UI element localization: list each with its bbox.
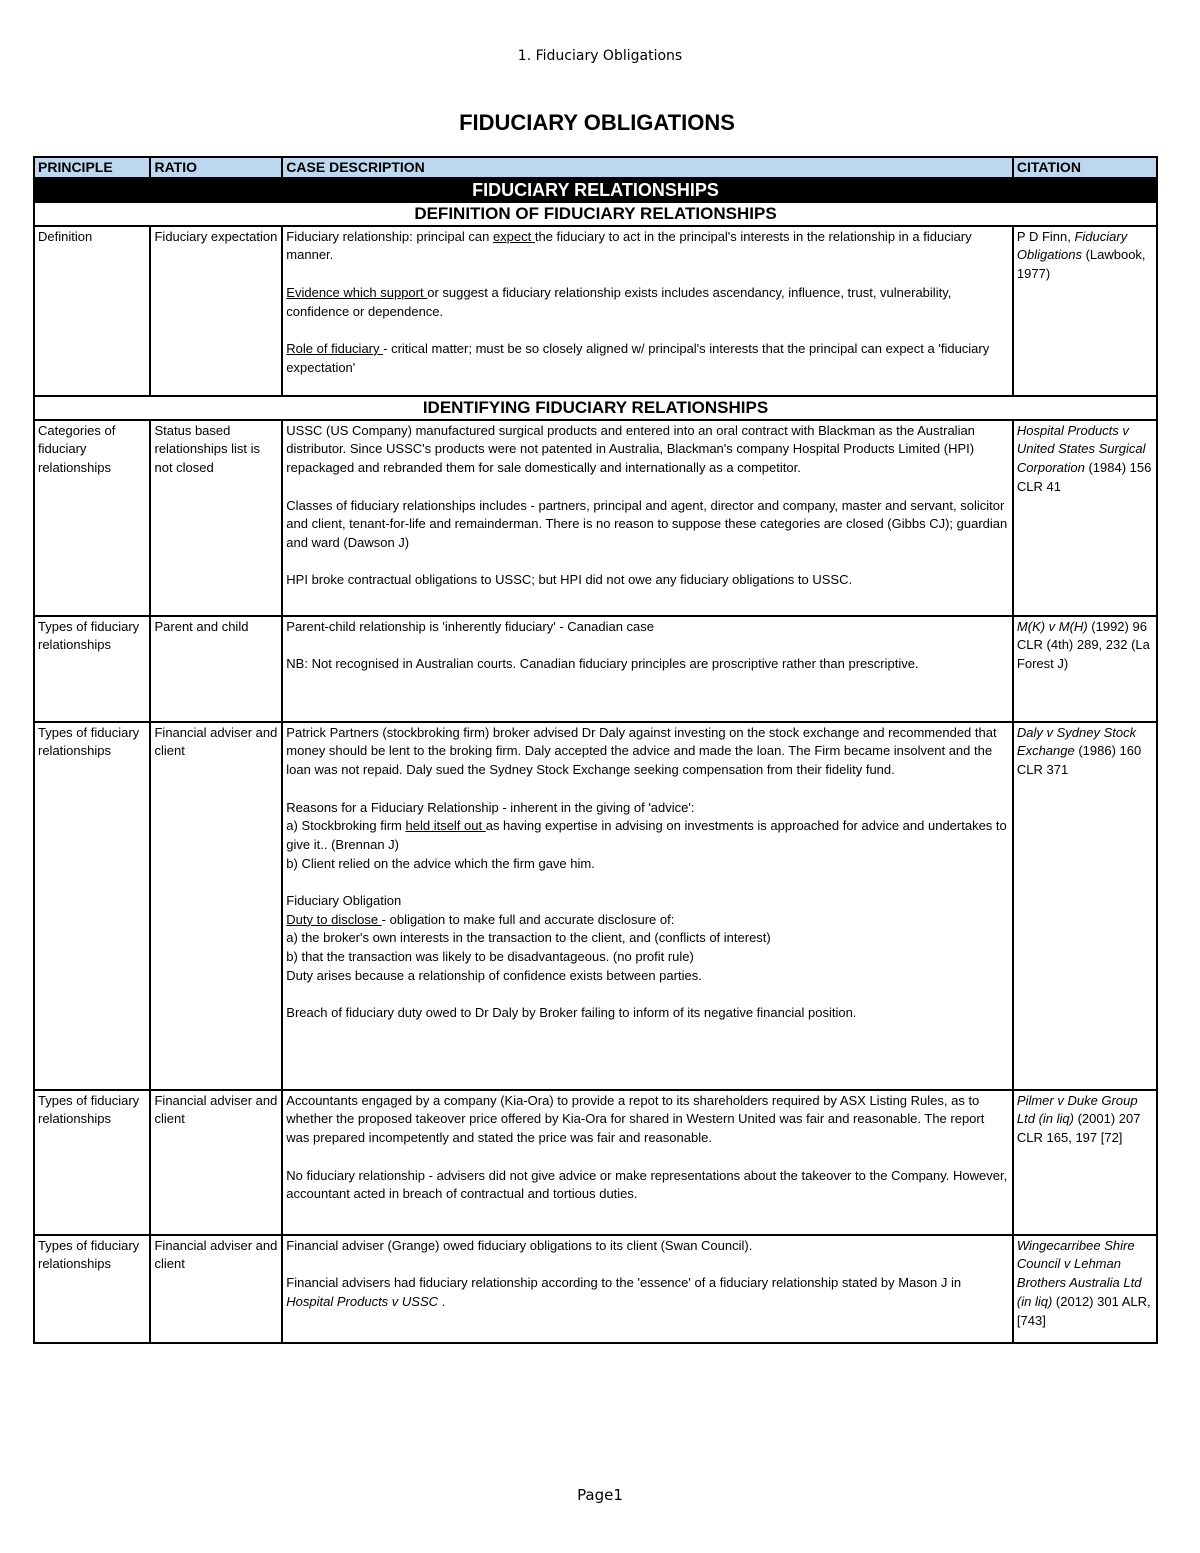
column-header-principle: PRINCIPLE [34,157,150,178]
table-row [34,1235,1157,1343]
table-row [34,226,1157,396]
text-span: . [438,1293,446,1309]
citation-cell [1013,1235,1157,1343]
text-span: Fiduciary relationship: principal can [286,228,493,244]
table-row [34,1090,1157,1235]
description-paragraph: No fiduciary relationship - advisers did not give advice or make representations about the takeover to the Company. However, accountant acted in breach of contractual and tortious duties. [286,1167,1008,1202]
description-cell [282,1235,1013,1343]
citation-cell [1013,226,1157,396]
case-name: Hospital Products v USSC [286,1293,439,1309]
citation-cell [1013,420,1157,616]
underlined-term: expect [492,228,535,244]
description-paragraph: Classes of fiduciary relationships includes - partners, principal and agent, director and company, master and servant, solicitor and client, tenant-for-life and remainderman. There is no reason to suppose these categories are closed (Gibbs CJ); guardian and ward (Dawson J) [286,497,1008,550]
description-paragraph: Financial adviser (Grange) owed fiduciary obligations to its client (Swan Council). [286,1237,753,1253]
text-line: b) Client relied on the advice which the firm gave him. [286,855,595,871]
table-header-row [34,157,1157,178]
description-cell [282,616,1013,722]
ratio-cell: Fiduciary expectation [150,226,282,396]
description-paragraph: Accountants engaged by a company (Kia-Ora) to provide a repot to its shareholders required by ASX Listing Rules, as to whether the proposed takeover price offered by Kia-Ora for shared in Western United was fair and reasonable. The report was prepared incompetently and stated the price was fair and reasonable. [286,1092,985,1146]
subsection-row [34,202,1157,226]
ratio-cell: Financial adviser and client [150,722,282,1090]
principle-cell: Definition [34,226,150,396]
description-paragraph: USSC (US Company) manufactured surgical products and entered into an oral contract with Blackman as the Australian distributor. Since USSC's products were not patented in Australia, Blackman's company Hospital Products Limited (HPI) repackaged and rebranded them for sale domestically and internationally as a competitor. [286,422,975,476]
description-paragraph: NB: Not recognised in Australian courts. Canadian fiduciary principles are proscriptive rather than prescriptive. [286,656,919,672]
citation-cell [1013,1090,1157,1235]
subsection-row [34,396,1157,420]
column-header-case-description: CASE DESCRIPTION [282,157,1013,178]
underlined-term: Duty to disclose [286,911,382,927]
underlined-term: held itself out [405,818,486,834]
column-header-ratio: RATIO [150,157,282,178]
citation-text: (1986) 160 CLR 371 [1016,743,1142,778]
section-row [34,178,1157,202]
citation-text: (2001) 207 CLR 165, 197 [72] [1016,1111,1141,1146]
principle-cell: Categories of fiduciary relationships [34,420,150,616]
principle-cell: Types of fiduciary relationships [34,1090,150,1235]
citation-title: Fiduciary Obligations [1016,228,1128,263]
document-title: FIDUCIARY OBLIGATIONS [459,110,735,135]
text-line: a) the broker's own interests in the transaction to the client, and (conflicts of interest) [286,930,771,946]
citation-title: Daly v Sydney Stock Exchange [1016,724,1137,759]
text-span: or suggest a fiduciary relationship exists includes ascendancy, influence, trust, vulnerability, confidence or dependence. [286,284,952,319]
ratio-cell: Financial adviser and client [150,1235,282,1343]
citation-title: Wingecarribee Shire Council v Lehman Brothers Australia Ltd (in liq) [1016,1237,1142,1309]
text-span: as having expertise in advising on investments is approached for advice and undertakes to give it.. (Brennan J) [286,818,1007,852]
description-paragraph [286,892,1009,986]
principle-cell: Types of fiduciary relationships [34,616,150,722]
ratio-cell: Status based relationships list is not closed [150,420,282,616]
citation-cell [1013,616,1157,722]
citation-text: (2012) 301 ALR, [743] [1016,1293,1151,1328]
text-span: Financial advisers had fiduciary relationship according to the 'essence' of a fiduciary relationship stated by Mason J in [286,1275,962,1291]
fiduciary-table [33,156,1158,1344]
text-line: b) that the transaction was likely to be disadvantageous. (no profit rule) [286,949,694,965]
citation-title: Pilmer v Duke Group Ltd (in liq) [1016,1092,1138,1127]
description-paragraph: Parent-child relationship is 'inherently fiduciary' - Canadian case [286,618,655,634]
text-line: Fiduciary Obligation [286,893,402,908]
ratio-cell: Parent and child [150,616,282,722]
description-paragraph [286,799,1009,874]
table-row [34,616,1157,722]
citation-text: (Lawbook, 1977) [1016,247,1146,282]
table-row [34,420,1157,616]
description-paragraph [286,340,1009,377]
subsection-heading-definition: DEFINITION OF FIDUCIARY RELATIONSHIPS [34,202,1157,226]
text-line [286,817,1009,854]
description-cell [282,420,1013,616]
column-header-citation: CITATION [1013,157,1157,178]
description-paragraph [286,228,1009,265]
principle-cell: Types of fiduciary relationships [34,1235,150,1343]
description-cell [282,722,1013,1090]
description-paragraph [286,284,1009,321]
description-paragraph: Breach of fiduciary duty owed to Dr Daly by Broker failing to inform of its negative financial position. [286,1005,857,1021]
principle-cell: Types of fiduciary relationships [34,722,150,1090]
citation-title: Hospital Products v United States Surgical Corporation [1016,422,1146,476]
text-line [286,911,1009,930]
description-cell [282,1090,1013,1235]
text-span: a) Stockbroking firm [286,818,406,834]
text-line: Reasons for a Fiduciary Relationship - inherent in the giving of 'advice': [286,799,695,815]
underlined-term: Role of fiduciary [286,340,384,356]
description-paragraph: Patrick Partners (stockbroking firm) broker advised Dr Daly against investing on the stock exchange and recommended that money should be lent to the broking firm. Daly accepted the advice and made the loan. The Firm became insolvent and the loan was not repaid. Daly sued the Sydney Stock Exchange seeking compensation from their fidelity fund. [286,724,997,778]
text-span: - obligation to make full and accurate disclosure of: [381,911,675,927]
page-footer: Page1 [577,1486,623,1504]
citation-cell [1013,722,1157,1090]
section-heading: FIDUCIARY RELATIONSHIPS [34,178,1157,202]
text-span: the fiduciary to act in the principal's interests in the relationship in a fiduciary manner. [286,228,972,263]
text-line: Duty arises because a relationship of confidence exists between parties. [286,967,702,983]
underlined-term: Evidence which support [286,284,428,300]
description-paragraph [286,1274,1009,1311]
description-cell [282,226,1013,396]
citation-title: M(K) v M(H) [1016,618,1088,634]
subsection-heading-identifying: IDENTIFYING FIDUCIARY RELATIONSHIPS [34,396,1157,420]
page-header: 1. Fiduciary Obligations [517,48,683,64]
description-paragraph: HPI broke contractual obligations to USSC; but HPI did not owe any fiduciary obligations to USSC. [286,572,853,588]
ratio-cell: Financial adviser and client [150,1090,282,1235]
table-row [34,722,1157,1090]
citation-text: (1984) 156 CLR 41 [1016,460,1152,494]
citation-text: P D Finn, [1016,228,1075,244]
text-span: - critical matter; must be so closely aligned w/ principal's interests that the principal can expect a 'fiduciary expectation' [286,340,990,375]
citation-text: (1992) 96 CLR (4th) 289, 232 (La Forest J) [1016,618,1150,672]
